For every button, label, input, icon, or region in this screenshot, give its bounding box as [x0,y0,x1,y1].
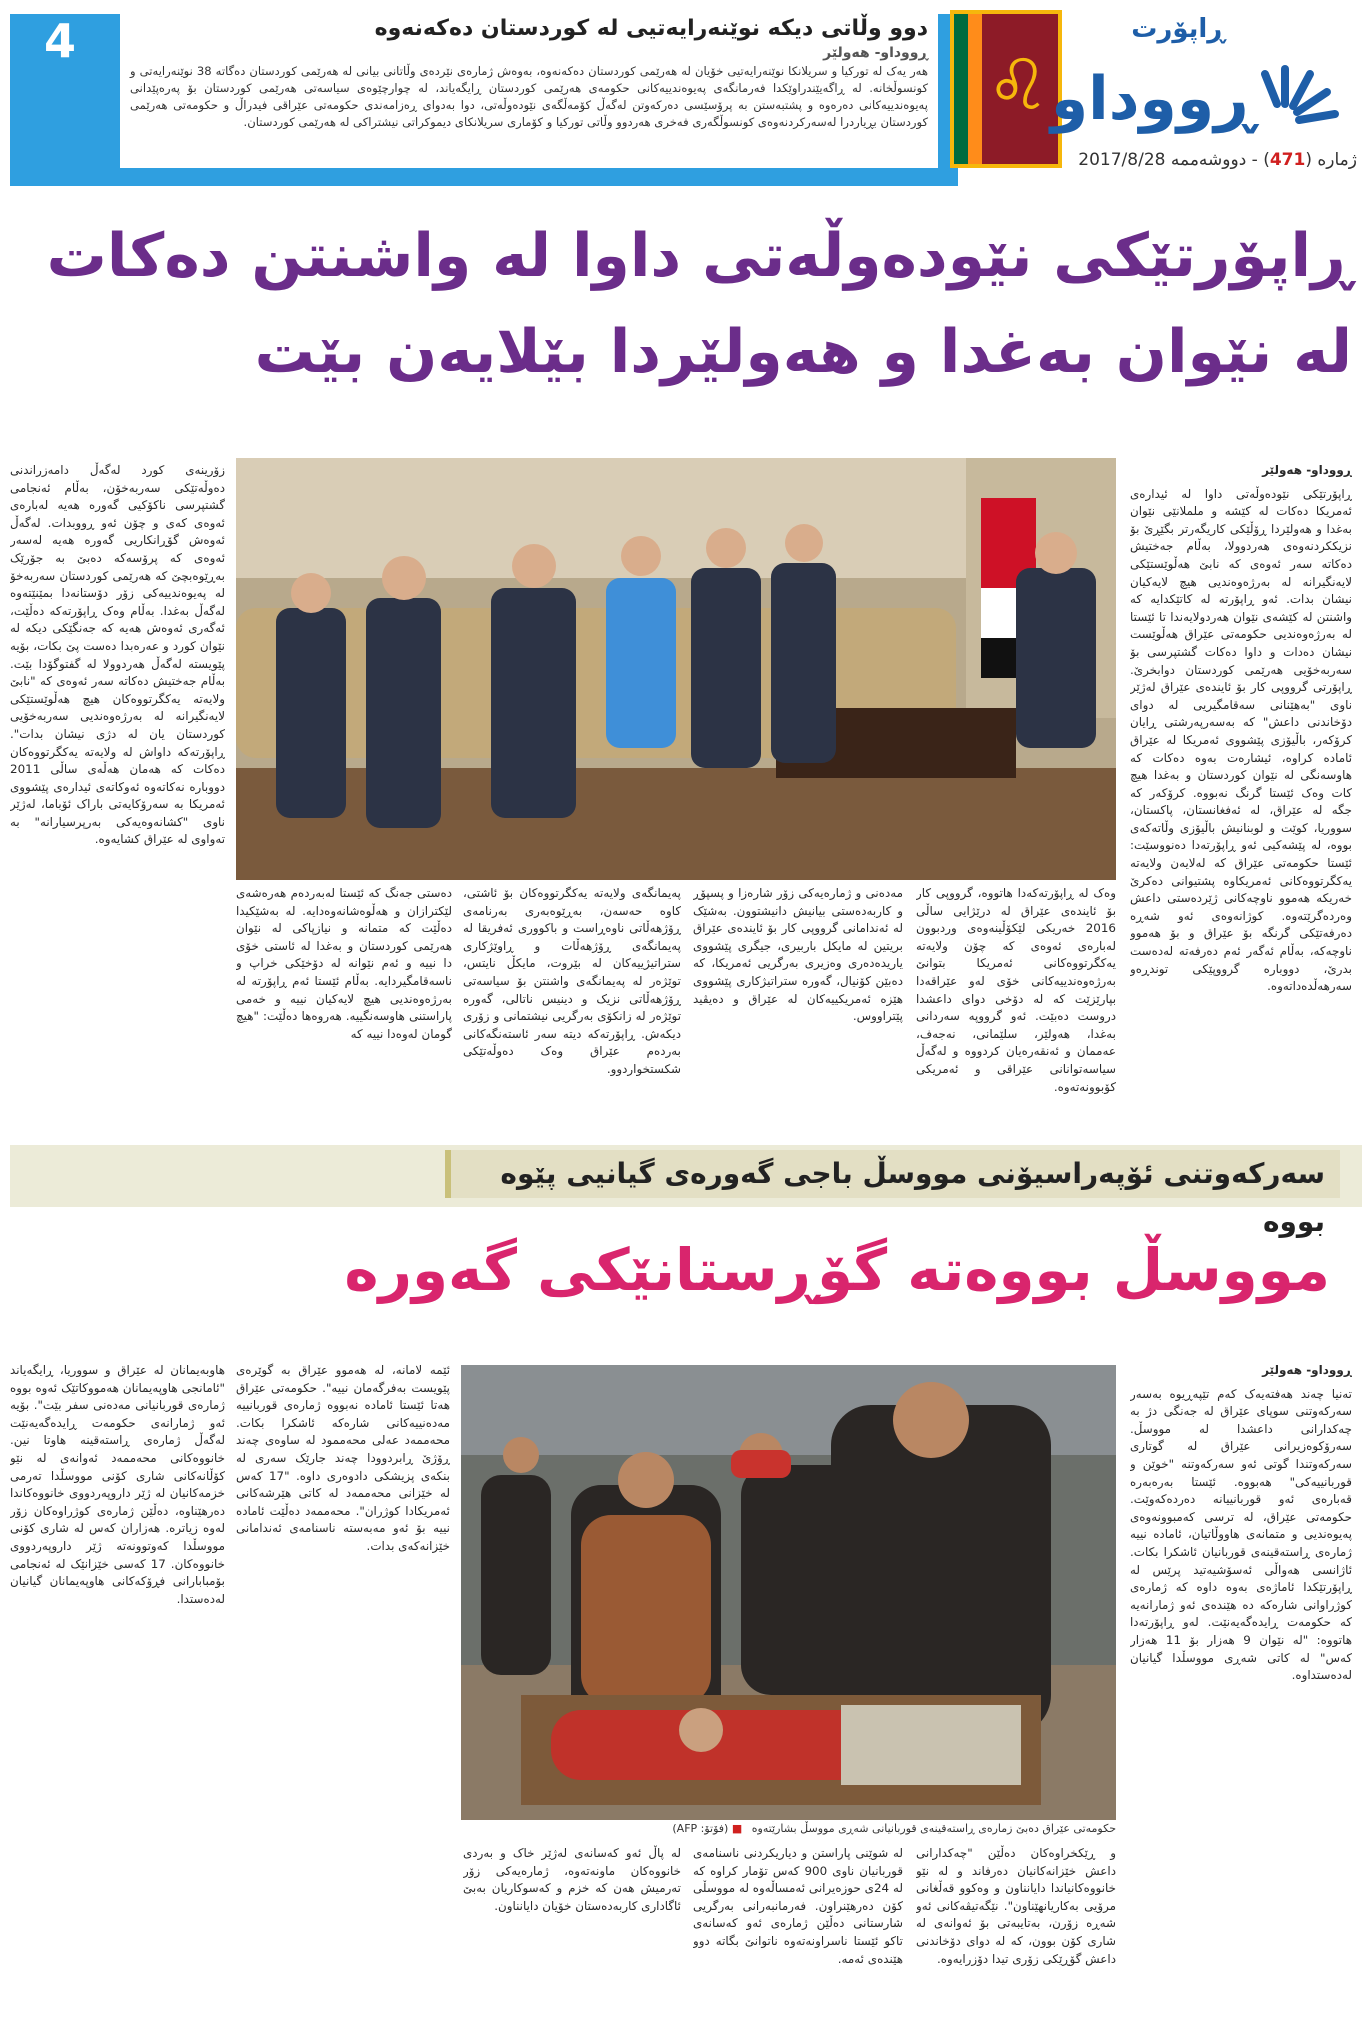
page-number: 4 [43,14,76,68]
logo-supertitle: ڕاپۆرت [1131,14,1225,44]
mosul-photo-image [461,1365,1116,1820]
photo-credit-marker-icon: ■ [731,1822,743,1835]
story2-column-2-text: و ڕێکخراوەکان دەڵێن "چەکدارانی داعش خێزانەکانیان دەرفاند و لە نێو خانووەکانیاندا دایانناون و وەکوو قەڵغانی مرۆیی بەکاریانهێناون". نێگەتیڤەکانی ئەو شەڕە زۆرن، بەتایبەتی بۆ ئەوانەی لە شاری کۆن بوون، کە لە دوای دۆخاندنی داعش گۆڕێکی زۆری تیدا دۆزرایەوە. [916,1846,1116,1966]
story1-column-6 [10,462,225,1127]
header-news-text: هەر یەک لە تورکیا و سریلانکا نوێنەرایەتیی خۆیان لە هەرێمی کوردستان دەکەنەوە، بەوەش ژمارەی نێردەی وڵاتانی بیانی لە هەرێمی کوردستان دەگاتە 38 نوێنەرایەتی و کونسوڵخانە. لە ڕاگەیێندراوێکدا فەرمانگەی پەیوەندییەکانی حکومەی هەرێمی کوردستان ڕایگەیاند، لە چوارچێوەی سیاسەتی هەرێمی کوردستان بۆ پەرەپێدانی پەیوەندییەکانی دەرەوە و پشتبەستن بە پرۆسێسی دەرکەوتن لەگەڵ کۆمەڵگەی نێودەوڵەتی، دوا بەدوای ڕەزامەندی حکومەتی عێراقی فیدراڵ و حکومەتی هەرێمی کوردستان بڕیاردرا لەسەرکردنەوەی کونسوڵگەری فەخری هەردوو وڵاتی تورکیا و کۆماری سریلانکای دیموکراتی نیشتراکی لە هەرێمی کوردستان. [130,64,929,129]
story1-column-4 [463,885,681,1127]
flag-lion-icon: ♌ [986,44,1050,126]
story1-column-5 [236,885,452,1127]
story1-column-2-text: وەک لە ڕاپۆرتەکەدا هاتووە، گرووپی کار بۆ ئایندەی عێراق لە درێژایی ساڵی 2016 خەریکی لێکۆڵینەوەی وردبوون لەبارەی ئەوەی کە چۆن ولایەتە یەکگرتووەکانی ئەمریکا بتوانێ بەرژەوەندییەکانی خۆی لەو عێراقەدا بپارێزێت کە لە دۆخی دوای داعشدا دروست دەبێت. ئەو گرووپە سەردانی بەغدا، هەولێر، سلێمانی، نەجەف، عەممان و ئەنقەرەیان کردووە و لەگەڵ سیاسەتوانانی عێراقی و ئەمریکی کۆبوونەتەوە. [916,886,1116,1094]
mosul-photo-caption [461,1822,1116,1835]
story2-column-2 [916,1845,1116,2027]
story1-column-1 [1130,462,1352,1127]
header-news-box [120,8,938,168]
story2-column-1 [1130,1362,1352,2027]
story2-column-6-text: هاوبەیمانان لە عێراق و سووریا، ڕایگەیاند "ئامانجی هاوپەیمانان هەمووکاتێک ئەوە بووە ژمارەی قوربانیانی مەدەنی سفر بێت". بۆیە ئەو ژمارانەی حکومەت ڕایدەگەیەنێت لەگەڵ ژمارەی ڕاستەقینە هاوتا نین. خانووەکانی محەممەد ئەوانەی لە نێو کۆڵانەکانی شاری کۆنی مووسڵدا تەرمی خزمەکانیان لە ژێر داروپەردووی خانووەکاندا دەرهێناوە، دەڵێن ژمارەی کوژراوەکان زۆر لەوە زیاترە. هەزاران کەس لە شاری کۆنی مووسڵدا کەوتوونەتە ژێر داروپەردووی خانووەکان. 17 کەسی خێزانێک لە ئەنجامی بۆمبابارانی فڕۆکەکانی هاوپەیمانان گیانیان لەدەستدا. [10,1363,225,1606]
story1-headline-line2: لە نێوان بەغدا و هەولێردا بێلایەن بێت [254,317,1352,387]
issue-number: 471 [1269,150,1306,170]
story1-column-3 [693,885,903,1127]
story2-headline: مووسڵ بووەتە گۆڕستانێکی گەورە [344,1236,1330,1304]
meeting-photo [236,458,1116,880]
story2-column-3-text: لە شوێنی پاراستن و دیاریکردنی ناسنامەی قوربانیان ناوی 900 کەس تۆمار کراوە کە لە 24ی حوزەیرانی ئەمساڵەوە لە مووسڵی کۆن دەرهێنراون. فەرمانبەرانی بەرگریی شارستانی دەڵێن ژمارەی ئەو کەسانەی تاکو ئێستا ناسراونەتەوە ناتوانێ بگاتە دوو هێندەی ئەمە. [693,1846,903,1966]
logo-wordmark: ڕووداو [1050,64,1255,134]
story2-column-5 [236,1362,450,2027]
story1-column-5-text: دەستی جەنگ کە ئێستا لەبەردەم هەرەشەی لێکترازان و هەڵوەشانەوەدایە. لە بەشێکیدا دەڵێت کە متمانە و نیازپاکی لە نێوان هەرێمی کوردستان و بەغدا لە ئاستی خۆی دا نییە و ئەم نێوانە لە دۆخێکی خراپ و ناسەقامگیردایە. بەڵام ئێستا ئەم ڕاپۆرتە لە بەرژەوەندیی هیچ لایەکیان نییە و خەمی پاراستنی هاوسەنگییە. هەروەها دەڵێت: "هیچ گومان لەوەدا نییە کە [236,886,452,1041]
logo-sunburst-icon [1255,34,1345,134]
story2-column-5-text: ئێمە لامانە، لە هەموو عێراق بە گوێرەی پێویست بەفرگەمان نییە". حکومەتی عێراق هەتا ئێستا ئامادە نەبووە ژمارەی قوربانییە مەدەنییەکانی شارەکە ئاشکرا بکات. محەممەد عەلی محەممود لە ساوەی چەند ڕۆژێ ڕابردوودا چەند جارێک سەری لە بنکەی پزیشکی دادوەری داوە. "17 کەس لە خێزانی محەممەد لە کاتی هێرشەکانی ئەمریکادا کوژران". محەممەد دەڵێت ئامادە نییە بۆ ئەو مەبەستە ناسنامەی ئەندامانی خێزانەکەی بدات. [236,1363,450,1553]
header-news-title: دوو وڵاتی دیکە نوێنەرایەتیی لە کوردستان دەکەنەوە [374,16,928,41]
story2-column-4 [463,1845,681,2027]
story1-byline: ڕووداو- هەولێر [1262,463,1352,477]
story2-column-3 [693,1845,903,2027]
story2-kicker: سەرکەوتنی ئۆپەراسیۆنی مووسڵ باجی گەورەی گیانیی پێوە بووە [445,1150,1340,1198]
story1-column-1-text: ڕاپۆرتێکی نێودەوڵەتی داوا لە ئیدارەی ئەمریکا دەکات لە کێشە و ململانێی نێوان بەغدا و هەولێردا ڕۆڵێکی کاریگەرتر بگێڕێ بۆ نزیککردنەوەی هەردوولا، بەڵام جەختیش دەکاتە سەر ئەوەی کە نابێ هەڵوێستێکی لایەنگیرانە لە بەرژەوەندیی هیچ لایەکیان نیشان بدات. ئەو ڕاپۆرتە لە کاتێکدایە کە واشنتن لە کێشەی نێوان هەردولایەندا تا ئێستا لە بەرژەوەندیی حکومەتی عێراق هەڵوێست نیشان دەدات و داوا دەکات گشتپرسی بۆ سەربەخۆیی هەرێمی کوردستان دوابخرێ. ڕاپۆرتی گرووپی کار بۆ ئایندەی عێراق لەژێر ناوی "بەهێنانی سەقامگیریی لە دوای دۆخاندنی داعش" کە بەسەرپەرشتی ڕایان کرۆکەر، باڵیۆزی پێشووی ئەمریکا لە عێراق ئامادە کراوە، ئیشارەت بەوە دەکات کە هاوسەنگی لە نێوان کوردستان و بەغدا هیچ کات وەک ئێستا گرنگ نەبووە. کرۆکەر کە جگە لە عێراق، لە ئەفغانستان، پاکستان، سووریا، کوێت و لوبنانیش باڵیۆزی وڵاتەکەی بووە، لە پێشەکیی ئەو ڕاپۆرتەدا دەنووسێت: ئێستا حکومەتی عێراق کە لەلایەن ولایەتە یەکگرتووەکانی ئەمریکاوە پشتیوانی دەکرێ خەریکە هەموو ناوچەکانی ژێردەستی داعش وەردەگرێتەوە. کوژانەوەی ئەو شەڕە دەرفەتێکی گرنگە بۆ عێراق و بۆ هەموو ناوچەکە، بەڵام ئەگەر ئەم دەرفەتە لەدەست بدرێ، دووبارە گرووپێکی توندڕەو سەرهەڵدەداتەوە. [1130,486,1352,994]
flag-orange-stripe [968,14,982,164]
story1-column-3-text: مەدەنی و ژمارەیەکی زۆر شارەزا و پسپۆڕ و کاربەدەستی بیانیش دانیشتوون. بەشێک لە ئەندامانی گرووپی کار بۆ ئایندەی عێراق بریتین لە مایکل باربیری، جیگری پێشووی یاریدەدەری وەزیری بەرگریی ئەمریکا، کە دەبێن کۆنیال، گەورە ستراتیژکاری پێشووی هێزە ئەمریکییەکان لە عێراق و دەیڤید پێتراووس. [693,886,903,1024]
story1-column-6-text: زۆرینەی کورد لەگەڵ دامەزراندنی دەوڵەتێکی سەربەخۆن، بەڵام ئەنجامی گشتپرسی ناکۆکیی گەورە هەیە لەبارەی ئەوەی کەی و چۆن ئەو ڕووبدات. لەگەڵ ئەوەش گۆڕانکاریی گەورە هەیە لەسەر ئەوەی کە پرۆسەکە دەبێ بە جۆرێک بەڕێوەبچێ کە هەرێمی کوردستان سەربەخۆ لە پەیوەندییەکی زۆر دۆستانەدا بمێنێتەوە لەگەڵ بەغدا. بەڵام وەک ڕاپۆرتەکە دەڵێت، ئەگەری ئەوەش هەیە کە جەنگێکی دیکە لە نێوان کورد و عەرەبدا دەست پێ بکات، بۆیە پێویستە لەگەڵ هەردوولا لە گفتوگۆدا بێت. بەڵام جەختیش دەکاتە سەر ئەوەی کە "نابێ ولایەتە یەکگرتووەکان هیچ هەڵوێستێکی لایەنگیرانە لە بەرژەوەندیی سەربەخۆیی کوردستان یان لە دژی نیشان بدات". ڕاپۆرتەکە داواش لە ولایەتە یەکگرتووەکان دەکات کە هەمان هەڵەی ساڵی 2011 دووبارە نەکاتەوە ئەوکاتەی ئیدارەی پێشووی ئەمریکا بە سەرۆکایەتی باراک ئۆباما، لەژێر ناوی "کشانەوەیەکی بەرپرسیارانە" بە تەواوی لە عێراق کشایەوە. [10,463,225,847]
newspaper-logo [1005,14,1345,144]
story2-column-1-text: تەنیا چەند هەفتەیەک کەم تێپەڕیوە بەسەر سەرکەوتنی سوپای عێراق لە جەنگی دژ بە چەکدارانی داعشدا لە مووسڵ. سەرۆکوەزیرانی عێراق لە گوتاری سەرکەوتندا گوتی ئەو سەرکەوتنە "خوێن و قوربانییەکی" هەبووە. ئێستا بەرەبەرە قەبارەی ئەو قوربانییانە دەردەکەوێت. حکومەتی عێراق، لە ترسی کەمبوونەوەی پەیوەندیی و متمانەی هاووڵاتیان، ئامادە نییە ژمارەی ڕاستەقینەی قوربانیان ئاشکرا بکات. ئاژانسی هەواڵی ئەسۆشیەتید پرێس لە ڕاپۆرتێکدا ئاماژەی بەوە داوە کە ژمارەی کوژراوانی شارەکە دە هێندەی ئەو ژمارانەیە کە حکومەت ڕایدەگەیەنێت. لەو ڕاپۆرتەدا هاتووە: "لە نێوان 9 هەزار بۆ 11 هەزار کەس" لە کاتی شەڕی مووسڵدا گیانیان لەدەستداوە. [1130,1386,1352,1683]
issue-prefix: ژمارە ( [1305,150,1357,170]
story1-headline-line1: ڕاپۆرتێکی نێودەوڵەتی داوا لە واشنتن دەکات [46,221,1352,291]
issue-info [1078,150,1357,170]
photo-credit: (فۆتۆ: AFP) [672,1822,729,1835]
story1-column-2 [916,885,1116,1127]
flag-green-stripe [954,14,968,164]
story2-column-6 [10,1362,225,2027]
mosul-photo [461,1365,1116,1820]
meeting-photo-image [236,458,1116,880]
photo-caption-text: حکومەتی عێراق دەبێ زمارەی ڕاستەقینەی قوربانیانی شەڕی مووسڵ بشارێتەوە [751,1822,1116,1835]
header-news-byline: ڕووداو- هەولێر [823,45,928,61]
story2-byline: ڕووداو- هەولێر [1262,1363,1352,1377]
story1-headline [20,208,1352,400]
story1-column-4-text: پەیمانگەی ولایەتە یەکگرتووەکان بۆ ئاشتی، کاوە حەسەن، بەڕێوەبەری بەرنامەی ڕۆژهەڵاتی ناوەڕاست و باکووری ئەفریقا لە پەیمانگەی ڕۆژهەڵات و ڕاوێژکاری ستراتیژییەکان لە بێروت، مایکڵ نایتس، توێژەر لە پەیمانگەی واشنتن بۆ سیاسەتی ڕۆژهەڵاتی نزیک و دینیس ناتالی، گەورە توێژەر لە زانکۆی بەرگریی نیشتمانی و زۆری دیکەش. ڕاپۆرتەکە دیتە سەر ئاستەنگەکانی بەردەم عێراق وەک دەوڵەتێکی شکستخواردوو. [463,886,681,1076]
issue-date: ) - دووشەممە 2017/8/28 [1078,150,1270,170]
story2-column-4-text: لە پاڵ ئەو کەسانەی لەژێر خاک و بەردی خانووەکان ماونەتەوە، ژمارەیەکی زۆر تەرمیش هەن کە خزم و کەسوکاریان بەبێ ئاگاداری کاربەدەستان خۆیان دایانناون. [463,1846,681,1913]
